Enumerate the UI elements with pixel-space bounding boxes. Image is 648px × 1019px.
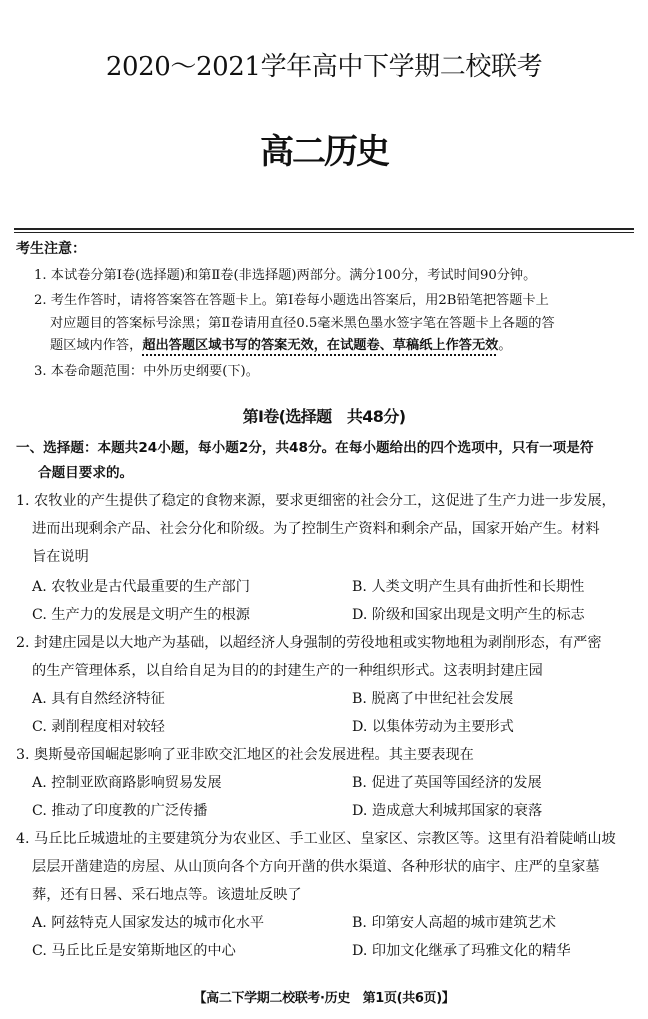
question-4-line-3: 葬，还有日晷、采石地点等。该遗址反映了 <box>32 887 302 903</box>
question-2-option-c: C. 剥削程度相对较轻 <box>32 719 165 735</box>
question-4-line-1: 4. 马丘比丘城遗址的主要建筑分为农业区、手工业区、皇家区、宗教区等。这里有沿着陡峭山坡 <box>16 831 616 847</box>
question-4-option-d: D. 印加文化继承了玛雅文化的精华 <box>352 943 571 959</box>
question-1-option-b: B. 人类文明产生具有曲折性和长期性 <box>352 579 585 595</box>
notice-item-2-line-3-post: 。 <box>498 338 512 353</box>
question-1-option-a: A. 农牧业是古代最重要的生产部门 <box>32 579 250 595</box>
question-1-line-2: 进而出现剩余产品、社会分化和阶级。为了控制生产资料和剩余产品，国家开始产生。材料 <box>32 521 600 537</box>
question-1-line-1: 1. 农牧业的产生提供了稳定的食物来源，要求更细密的社会分工，这促进了生产力进一步发展， <box>16 493 616 509</box>
notice-item-2-line-1: 2. 考生作答时，请将答案答在答题卡上。第Ⅰ卷每小题选出答案后，用2B铅笔把答题卡上 <box>34 293 549 308</box>
section-title: 第Ⅰ卷(选择题 共48分) <box>242 407 406 426</box>
notice-item-2-line-3-pre: 题区域内作答， <box>50 338 143 353</box>
subject-title: 高二历史 <box>260 132 388 172</box>
question-1-line-3: 旨在说明 <box>32 549 89 565</box>
question-3-option-d: D. 造成意大利城邦国家的衰落 <box>352 803 543 819</box>
question-4-option-a: A. 阿兹特克人国家发达的城市化水平 <box>32 915 265 931</box>
question-4-line-2: 层层开凿建造的房屋、从山顶向各个方向开凿的供水渠道、各种形状的庙宇、庄严的皇家墓 <box>32 859 600 875</box>
notice-emphasis: 超出答题区域书写的答案无效，在试题卷、草稿纸上作答无效 <box>142 338 499 353</box>
question-3-line-1: 3. 奥斯曼帝国崛起影响了亚非欧交汇地区的社会发展进程。其主要表现在 <box>16 747 474 763</box>
notice-item-2-line-3 <box>50 334 512 353</box>
question-3-option-b: B. 促进了英国等国经济的发展 <box>352 775 542 791</box>
question-2-line-1: 2. 封建庄园是以大地产为基础，以超经济人身强制的劳役地租或实物地租为剥削形态，有严密 <box>16 635 602 651</box>
question-2-option-d: D. 以集体劳动为主要形式 <box>352 719 514 735</box>
question-2-option-a: A. 具有自然经济特征 <box>32 691 165 707</box>
question-1-option-c: C. 生产力的发展是文明产生的根源 <box>32 607 250 623</box>
section-instruction-line-2: 合题目要求的。 <box>38 465 134 481</box>
section-instruction-line-1: 一、选择题：本题共24小题，每小题2分，共48分。在每小题给出的四个选项中，只有一项是符 <box>16 440 594 456</box>
exam-title: 2020～2021学年高中下学期二校联考 <box>105 52 543 82</box>
notice-item-3: 3. 本卷命题范围：中外历史纲要(下)。 <box>34 364 259 379</box>
question-3-option-c: C. 推动了印度教的广泛传播 <box>32 803 208 819</box>
question-4-option-b: B. 印第安人高超的城市建筑艺术 <box>352 915 556 931</box>
question-2-option-b: B. 脱离了中世纪社会发展 <box>352 691 514 707</box>
question-3-option-a: A. 控制亚欧商路影响贸易发展 <box>32 775 222 791</box>
notice-item-1: 1. 本试卷分第Ⅰ卷(选择题)和第Ⅱ卷(非选择题)两部分。满分100分，考试时间90分钟。 <box>34 268 537 283</box>
page-footer: 【高二下学期二校联考·历史 第1页(共6页)】 <box>193 991 455 1006</box>
divider-thin <box>14 232 634 233</box>
notice-item-2-line-2: 对应题目的答案标号涂黑；第Ⅱ卷请用直径0.5毫米黑色墨水签字笔在答题卡上各题的答 <box>50 316 555 331</box>
question-1-option-d: D. 阶级和国家出现是文明产生的标志 <box>352 607 585 623</box>
notice-heading: 考生注意： <box>16 241 86 257</box>
question-4-option-c: C. 马丘比丘是安第斯地区的中心 <box>32 943 236 959</box>
question-2-line-2: 的生产管理体系，以自给自足为目的的封建生产的一种组织形式。这表明封建庄园 <box>32 663 543 679</box>
divider-thick <box>14 228 634 230</box>
